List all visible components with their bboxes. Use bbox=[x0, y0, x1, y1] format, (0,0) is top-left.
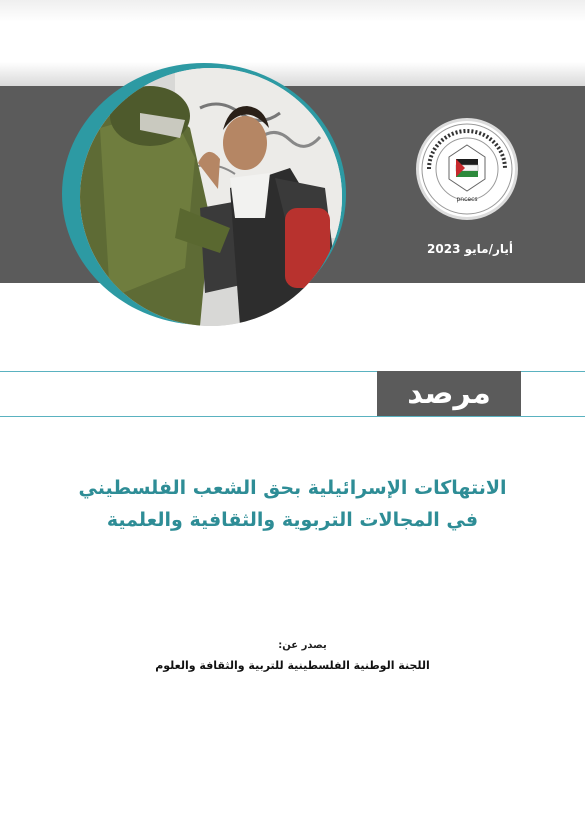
band-shadow bbox=[0, 62, 585, 86]
publication-date: أيار/مايو 2023 bbox=[427, 242, 513, 256]
organization-logo bbox=[416, 118, 518, 220]
cover-photo bbox=[80, 68, 342, 326]
issued-by-label: يصدر عن: bbox=[278, 640, 327, 651]
report-title bbox=[40, 472, 545, 536]
title-line-1: الانتهاكات الإسرائيلية بحق الشعب الفلسطيني bbox=[78, 477, 507, 499]
logo-abbreviation: pncecs bbox=[456, 196, 478, 203]
lower-rule bbox=[0, 416, 585, 417]
title-line-2: في المجالات التربوية والثقافية والعلمية bbox=[106, 509, 479, 531]
top-shadow bbox=[0, 0, 585, 22]
logo-emblem-icon bbox=[419, 121, 515, 217]
section-label: مرصد bbox=[377, 371, 521, 416]
cover-photo-illustration bbox=[80, 68, 342, 326]
issuer-name: اللجنة الوطنية الفلسطينية للتربية والثقافة والعلوم bbox=[155, 659, 430, 672]
